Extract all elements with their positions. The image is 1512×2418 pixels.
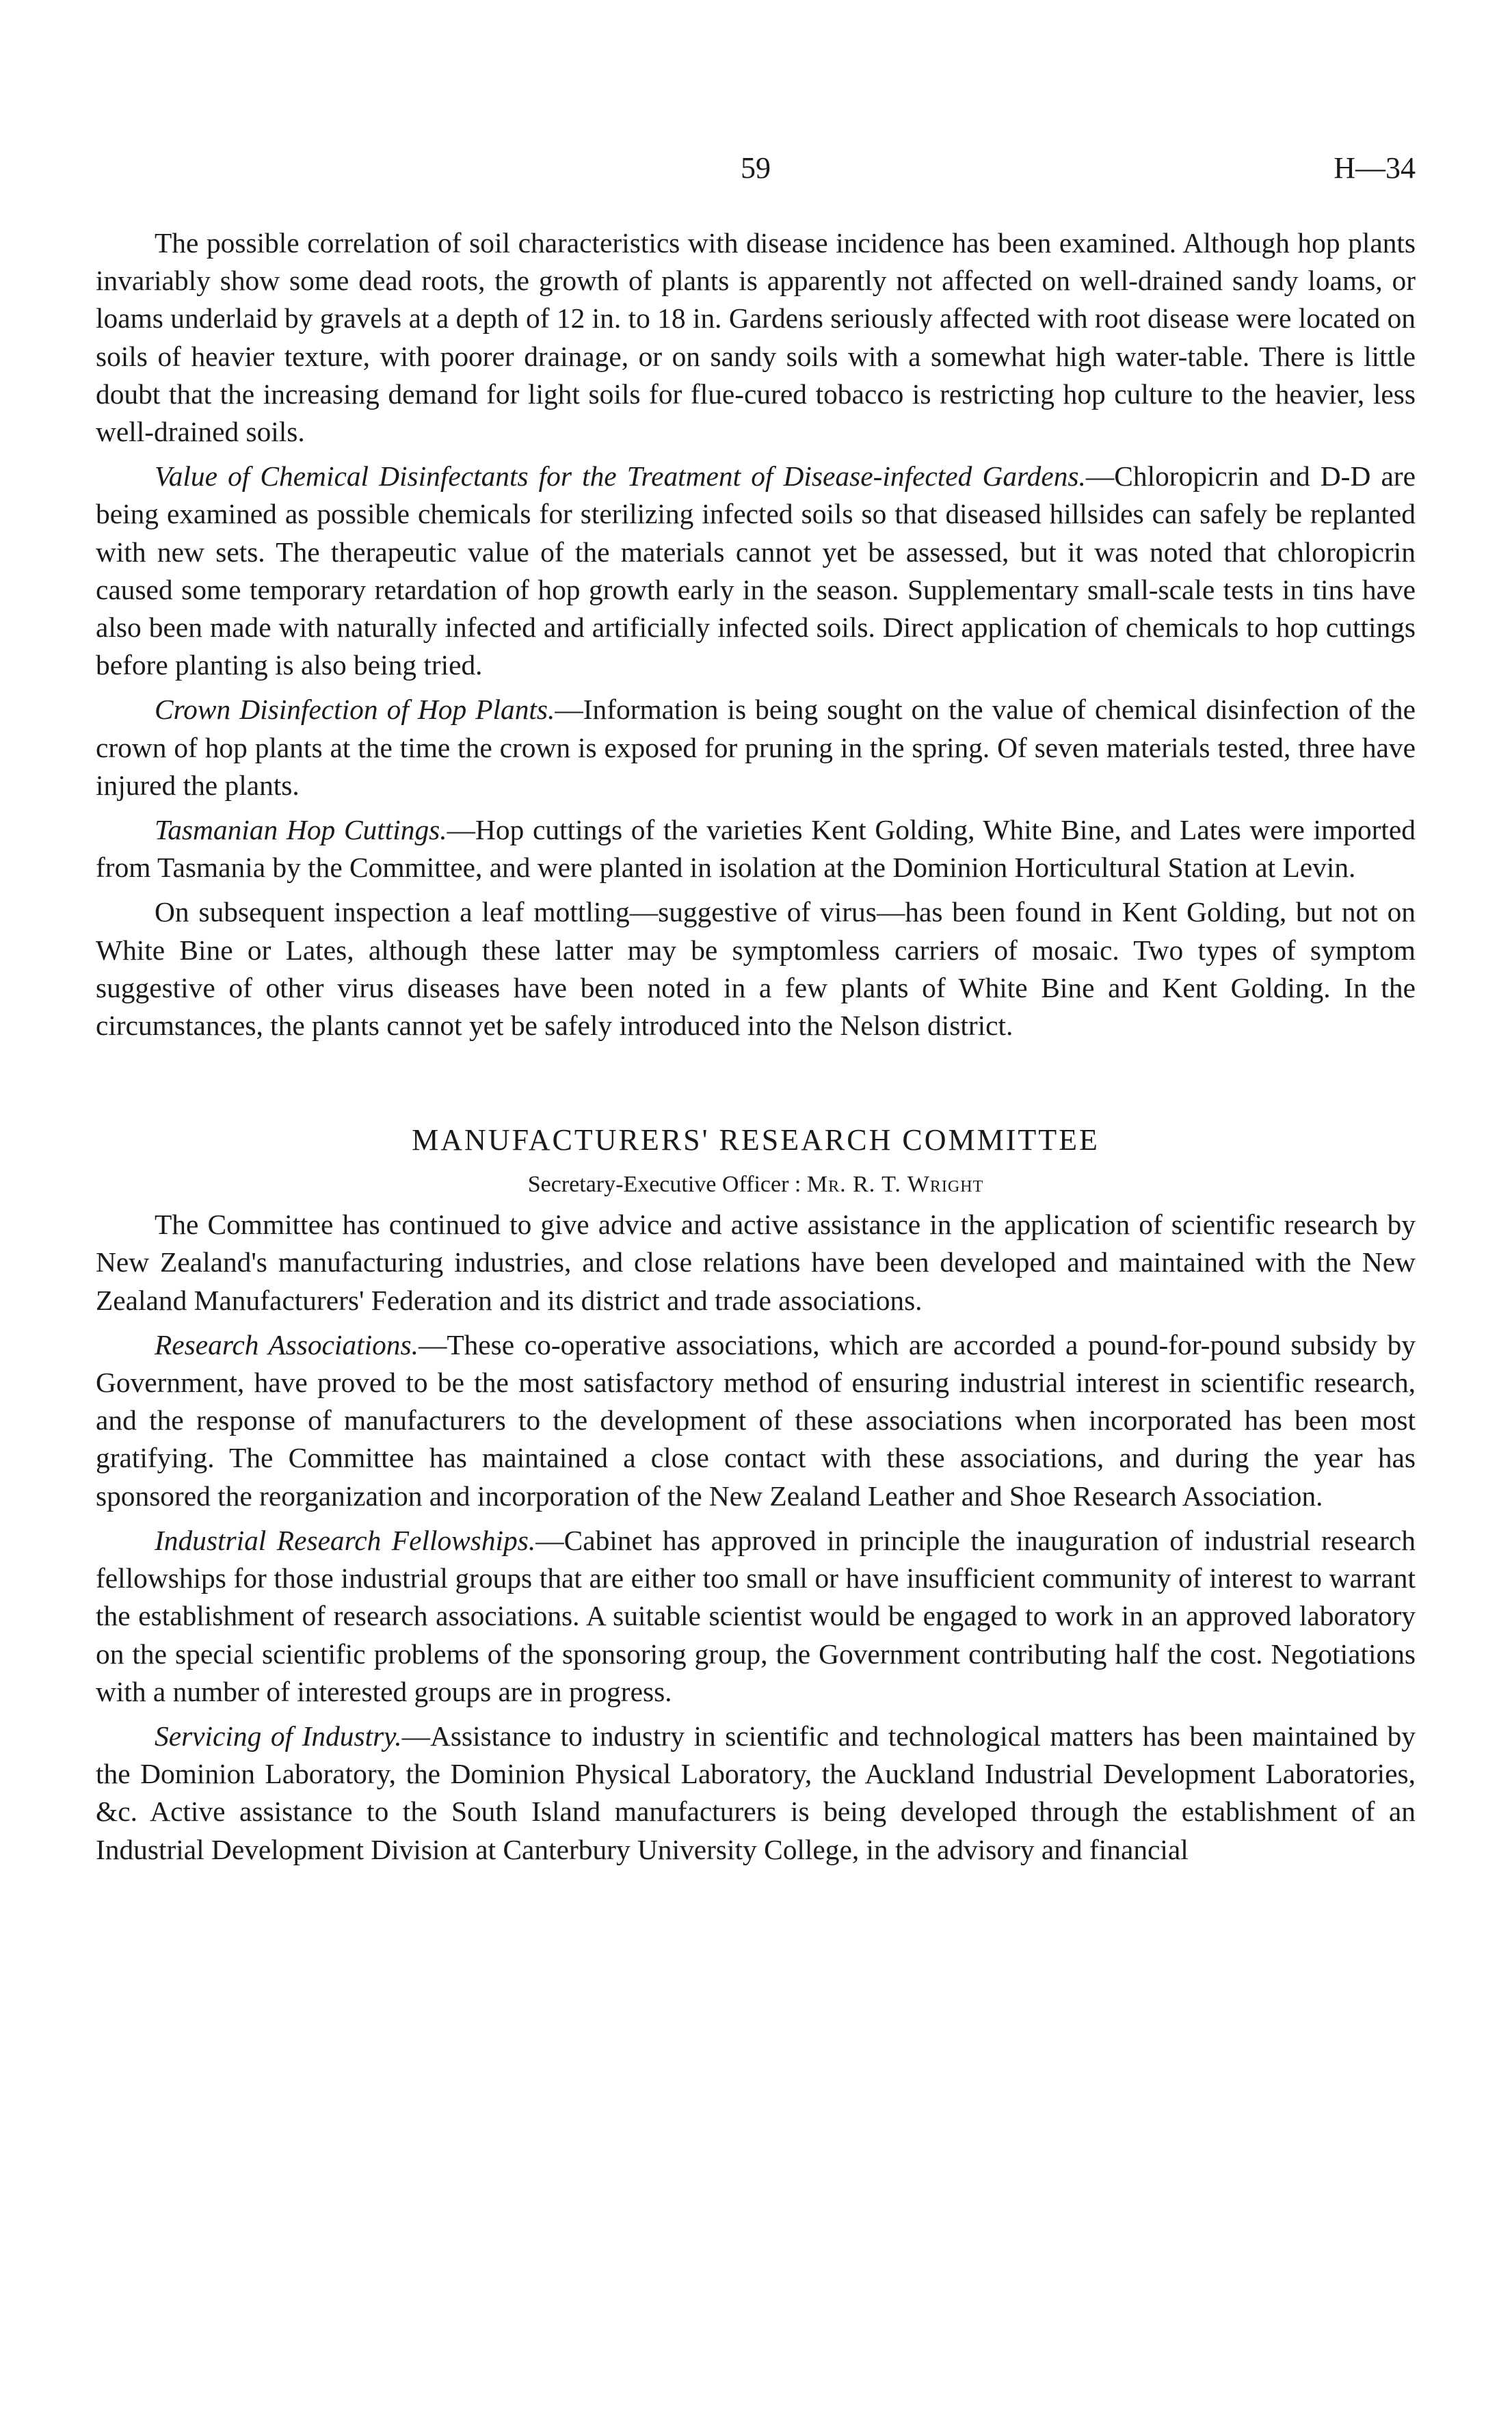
paragraph-heading: Crown Disinfection of Hop Plants.	[155, 694, 555, 726]
paragraph-text: —Chloropicrin and D-D are being examined as possible chemicals for sterilizing infected soils so that diseased hillsides can safely be replanted with new sets. The therapeutic value of the materials cannot yet be assessed, but it was noted that chloropicrin caused some temporary retardation of hop growth early in the season. Supplementary small-scale tests in tins have also been made with naturally infected and artificially infected soils. Direct application of chemicals to hop cuttings before planting is also being tried.	[96, 460, 1416, 681]
section-manufacturers-committee	[96, 1120, 1416, 1868]
paragraph-chemical-disinfectants	[96, 458, 1416, 684]
paragraph-text: On subsequent inspection a leaf mottling—suggestive of virus—has been found in Kent Golding, but not on White Bine or Lates, although these latter may be symptomless carriers of mosaic. Two types of symptom suggestive of other virus diseases have been noted in a few plants of White Bine and Kent Golding. In the circumstances, the plants cannot yet be safely introduced into the Nelson district.	[96, 896, 1416, 1042]
paragraph-text: —Hop cuttings of the varieties Kent Golding, White Bine, and Lates were imported from Tasmania by the Committee, and were planted in isolation at the Dominion Horticultural Station at Levin.	[96, 814, 1416, 884]
document-reference: H—34	[1334, 151, 1416, 185]
paragraph-text: —Assistance to industry in scientific and technological matters has been maintained by the Dominion Laboratory, the Dominion Physical Laboratory, the Auckland Industrial Development Laboratories, &c. Active assistance to the South Island manufacturers is being developed through the establishment of an Industrial Development Division at Canterbury University College, in the advisory and financial	[96, 1720, 1416, 1865]
paragraph-heading: Servicing of Industry.	[155, 1720, 402, 1752]
paragraph-text: The Committee has continued to give advice and active assistance in the application of scientific research by New Zealand's manufacturing industries, and close relations have been developed and maintained with the New Zealand Manufacturers' Federation and its district and trade associations.	[96, 1209, 1416, 1316]
paragraph-servicing-industry	[96, 1718, 1416, 1869]
paragraph-heading: Research Associations.	[155, 1328, 419, 1361]
paragraph-subsequent-inspection	[96, 893, 1416, 1044]
paragraph-crown-disinfection	[96, 691, 1416, 804]
page-body	[96, 224, 1416, 1876]
paragraph-committee-advice	[96, 1206, 1416, 1319]
paragraph-soil-correlation	[96, 224, 1416, 451]
paragraph-text: —These co-operative associations, which are accorded a pound-for-pound subsidy by Government, have proved to be the most satisfactory method of ensuring industrial interest in scientific research, and the response of manufacturers to the development of these associations when incorporated has been most gratifying. The Committee has maintained a close contact with these associations, and during the year has sponsored the reorganization and incorporation of the New Zealand Leather and Shoe Research Association.	[96, 1328, 1416, 1512]
paragraph-heading: Tasmanian Hop Cuttings.	[155, 814, 447, 846]
paragraph-heading: Industrial Research Fellowships.	[155, 1524, 536, 1556]
section-hop-research	[96, 224, 1416, 1044]
paragraph-text: —Cabinet has approved in principle the inauguration of industrial research fellowships for those industrial groups that are either too small or have insufficient community of interest to warrant the establishment of research associations. A suitable scientist would be engaged to work in an approved laboratory on the special scientific problems of the sponsoring group, the Government contributing half the cost. Negotiations with a number of interested groups are in progress.	[96, 1524, 1416, 1707]
section-title: MANUFACTURERS' RESEARCH COMMITTEE	[412, 1123, 1100, 1157]
paragraph-heading: Value of Chemical Disinfectants for the Treatment of Disease-infected Gardens.	[155, 460, 1086, 492]
page-number: 59	[741, 151, 771, 185]
officer-label: Secretary-Executive Officer :	[527, 1172, 801, 1198]
paragraph-text: The possible correlation of soil characteristics with disease incidence has been examined. Although hop plants invariably show some dead roots, the growth of plants is apparently not affected on well-drained sandy loams, or loams underlaid by gravels at a depth of 12 in. to 18 in. Gardens seriously affected with root disease were located on soils of heavier texture, with poorer drainage, or on sandy soils with a somewhat high water-table. There is little doubt that the increasing demand for light soils for flue-cured tobacco is restricting hop culture to the heavier, less well-drained soils.	[96, 227, 1416, 448]
officer-name: Mr. R. T. Wright	[806, 1172, 984, 1198]
paragraph-tasmanian-cuttings	[96, 811, 1416, 886]
page-header	[96, 150, 1416, 198]
paragraph-research-fellowships	[96, 1522, 1416, 1711]
officer-line	[96, 1168, 1416, 1202]
paragraph-text: —Information is being sought on the value of chemical disinfection of the crown of hop plants at the time the crown is exposed for pruning in the spring. Of seven materials tested, three have injured the plants.	[96, 694, 1416, 801]
paragraph-research-associations	[96, 1326, 1416, 1515]
